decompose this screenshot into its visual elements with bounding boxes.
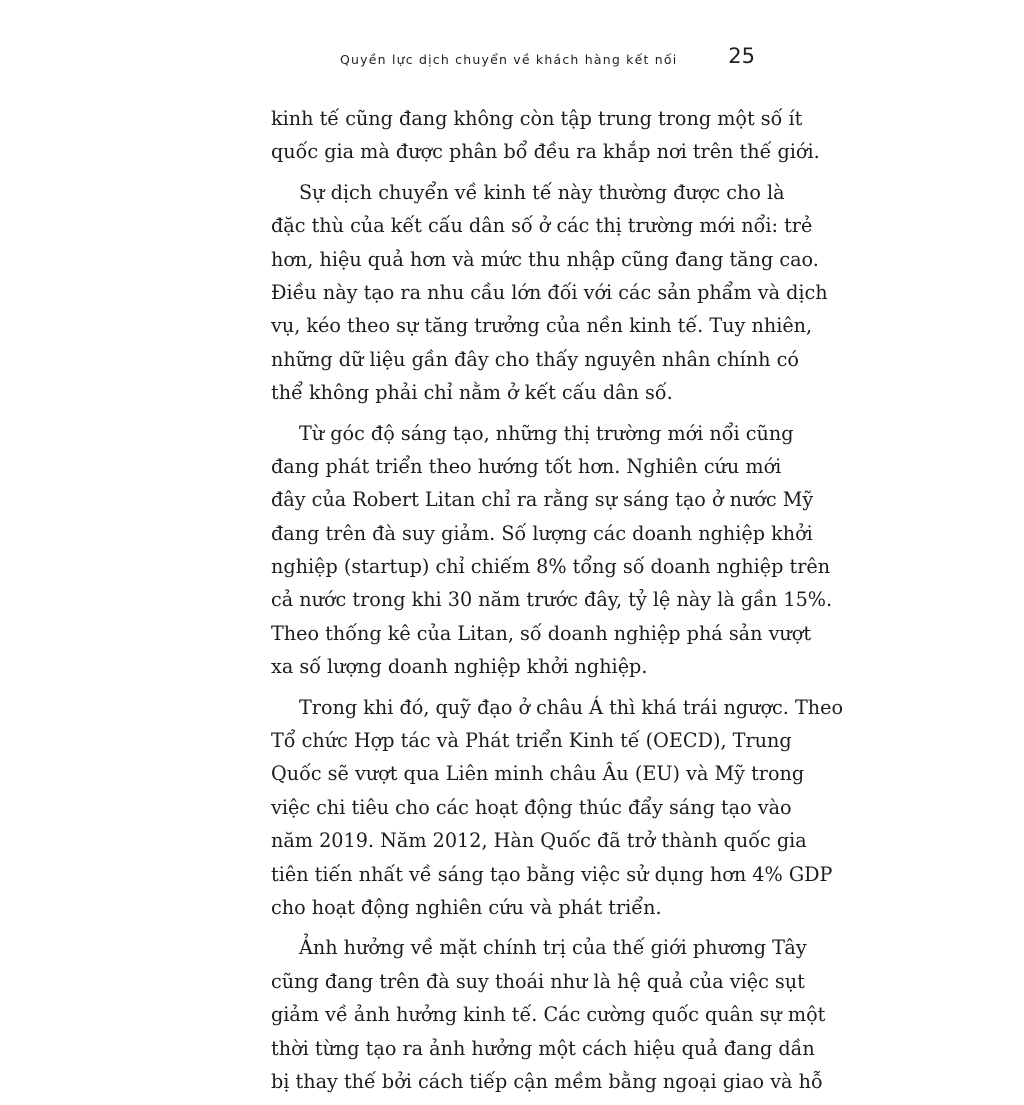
text-line: nghiệp (startup) chỉ chiếm 8% tổng số doanh nghiệp trên — [271, 555, 831, 579]
paragraph — [271, 691, 844, 925]
text-line: Điều này tạo ra nhu cầu lớn đối với các sản phẩm và dịch — [271, 280, 828, 304]
text-line: quốc gia mà được phân bổ đều ra khắp nơi trên thế giới. — [271, 140, 820, 164]
text-line: đặc thù của kết cấu dân số ở các thị trường mới nổi: trẻ — [271, 214, 813, 238]
text-line: đây của Robert Litan chỉ ra rằng sự sáng tạo ở nước Mỹ — [271, 488, 814, 512]
text-line: Tổ chức Hợp tác và Phát triển Kinh tế (OECD), Trung — [271, 729, 792, 753]
text-line: Ảnh hưởng về mặt chính trị của thế giới phương Tây — [299, 936, 807, 960]
paragraph — [271, 417, 833, 684]
text-line: kinh tế cũng đang không còn tập trung trong một số ít — [271, 107, 803, 130]
paragraph — [271, 102, 820, 169]
text-line: cũng đang trên đà suy thoái như là hệ quả của việc sụt — [271, 969, 805, 993]
text-line: thời từng tạo ra ảnh hưởng một cách hiệu quả đang dần — [271, 1036, 815, 1060]
paragraph — [271, 931, 826, 1098]
text-line: cho hoạt động nghiên cứu và phát triển. — [271, 895, 662, 919]
text-line: năm 2019. Năm 2012, Hàn Quốc đã trở thành quốc gia — [271, 829, 807, 853]
text-line: vụ, kéo theo sự tăng trưởng của nền kinh tế. Tuy nhiên, — [271, 314, 813, 338]
text-line: Quốc sẽ vượt qua Liên minh châu Âu (EU) và Mỹ trong — [271, 762, 805, 786]
text-line: cả nước trong khi 30 năm trước đây, tỷ lệ này là gần 15%. — [271, 588, 833, 612]
running-title: Quyền lực dịch chuyển về khách hàng kết nối — [340, 52, 678, 67]
text-line: những dữ liệu gần đây cho thấy nguyên nhân chính có — [271, 347, 799, 371]
paragraph — [271, 176, 828, 410]
text-line: đang trên đà suy giảm. Số lượng các doanh nghiệp khởi — [271, 521, 813, 545]
text-line: xa số lượng doanh nghiệp khởi nghiệp. — [271, 655, 648, 679]
text-line: Theo thống kê của Litan, số doanh nghiệp phá sản vượt — [271, 621, 812, 645]
text-line: thể không phải chỉ nằm ở kết cấu dân số. — [271, 381, 673, 405]
text-line: bị thay thế bởi cách tiếp cận mềm bằng ngoại giao và hỗ — [271, 1069, 823, 1093]
running-header — [270, 44, 755, 74]
body-text — [271, 102, 844, 1105]
text-line: hơn, hiệu quả hơn và mức thu nhập cũng đang tăng cao. — [271, 247, 819, 271]
text-line: Trong khi đó, quỹ đạo ở châu Á thì khá trái ngược. Theo — [299, 695, 844, 719]
page-number: 25 — [728, 44, 755, 68]
text-line: tiên tiến nhất về sáng tạo bằng việc sử dụng hơn 4% GDP — [271, 862, 833, 886]
text-line: Sự dịch chuyển về kinh tế này thường được cho là — [299, 180, 785, 204]
text-line: Từ góc độ sáng tạo, những thị trường mới nổi cũng — [299, 421, 794, 445]
text-line: đang phát triển theo hướng tốt hơn. Nghiên cứu mới — [271, 454, 782, 478]
text-line: giảm về ảnh hưởng kinh tế. Các cường quốc quân sự một — [271, 1003, 826, 1027]
text-line: việc chi tiêu cho các hoạt động thúc đẩy sáng tạo vào — [271, 795, 792, 819]
